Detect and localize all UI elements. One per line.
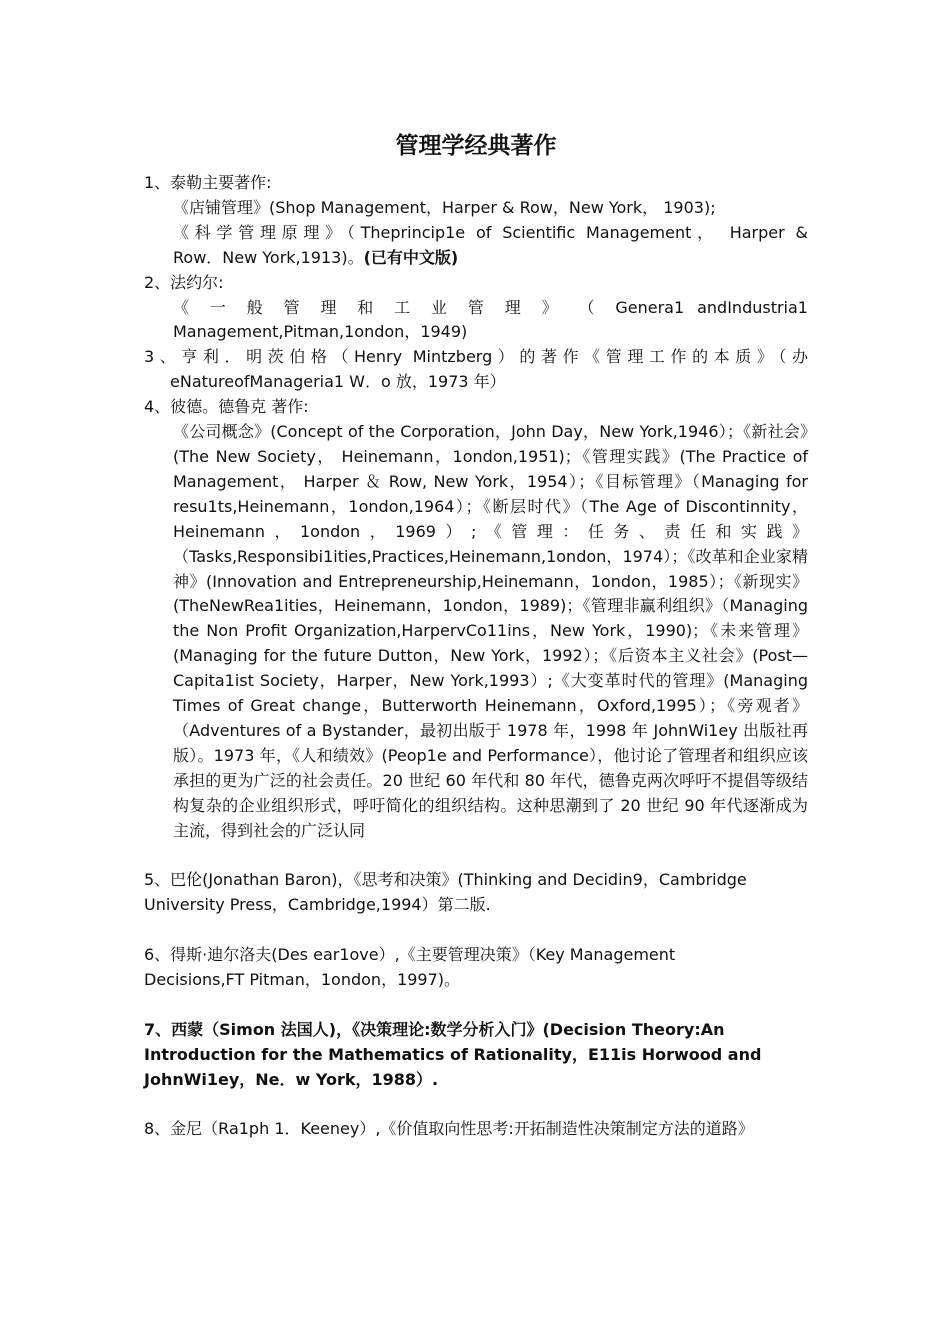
spacer	[144, 1092, 808, 1117]
document-title: 管理学经典著作	[395, 133, 557, 159]
item-7-line-3: JohnWi1ey，Ne．w York，1988）.	[144, 1069, 439, 1089]
item-1-chinese-edition-note: (已有中文版)	[363, 247, 459, 267]
item-2-heading: 2、法约尔:	[144, 272, 224, 292]
spacer	[144, 843, 808, 868]
item-2-line-1: 《 一 般 管 理 和 工 业 管 理 》 （ Genera1 andIndustria1	[173, 297, 808, 317]
item-2-line-2: Management,Pitman,1ondon，1949)	[173, 322, 468, 342]
item-8-line-1: 8、金尼（Ra1ph 1．Keeney）,《价值取向性思考:开拓制造性决策制定方法的道路》	[144, 1119, 754, 1139]
item-3-line-1: 3、亨利．明茨伯格（Henry Mintzberg）的著作《管理工作的本质》（办	[144, 347, 808, 367]
item-7-line-1: 7、西蒙（Simon 法国人)，《决策理论:数学分析入门》(Decision Theory:An	[144, 1019, 725, 1039]
item-1-line-3	[144, 246, 808, 271]
spacer	[144, 993, 808, 1018]
item-5-line-1: 5、巴伦(Jonathan Baron)，《思考和决策》(Thinking and Decidin9，Cambridge	[144, 870, 747, 890]
item-7-line-2: Introduction for the Mathematics of Rationality，E11is Horwood and	[144, 1044, 762, 1064]
item-5-line-2: University Press，Cambridge,1994）第二版.	[144, 895, 491, 915]
item-1-line-1: 《店铺管理》(Shop Management，Harper & Row，New York， 1903);	[173, 197, 716, 217]
item-4-body: 《公司概念》(Concept of the Corporation，John Day，New York,1946）；《新社会》(The New Society， Heinemann，1ondon,1951)；《管理实践》(The Practice of Management， Harper ＆ Row, New York，1954）；《目标管理》（Managing for resu1ts,Heinemann，1ondon,1964）；《断层时代》（The Age of Discontinnity， Heinemann，1ondon，1969）;《管理：任务、责任和实践》（Tasks,Responsibi1ities,Practices,Heinemann,1ondon，1974）；《改革和企业家精神》(Innovation and Entrepreneurship,Heinemann，1ondon，1985）；《新现实》(TheNewRea1ities，Heinemann，1ondon，1989)；《管理非赢利组织》（Managing the Non Profit Organization,HarpervCo11ins，New York，1990)；《未来管理》(Managing for the future Dutton，New York，1992）；《后资本主义社会》(Post—Capita1ist Society，Harper，New York,1993）;《大变革时代的管理》(Managing Times of Great change，Butterworth Heinemann，Oxford,1995）；《旁观者》（Adventures of a Bystander，最初出版于 1978 年，1998 年 JohnWi1ey 出版社再版）。1973 年，《人和绩效》(Peop1e and Performance），他讨论了管理者和组织应该承担的更为广泛的社会责任。20 世纪 60 年代和 80 年代，德鲁克两次呼吁不提倡等级结构复杂的企业组织形式，呼吁简化的组织结构。这种思潮到了 20 世纪 90 年代逐渐成为主流，得到社会的广泛认同	[173, 422, 808, 840]
item-1-line-2: 《科学管理原理》（Theprincip1e of Scientific Management， Harper &	[173, 222, 808, 242]
spacer	[144, 918, 808, 943]
item-3-line-2: eNatureofManageria1 W．o 放，1973 年）	[170, 372, 506, 392]
item-1-line-3-text: Row．New York,1913)。	[173, 247, 364, 267]
item-6-line-1: 6、得斯·迪尔洛夫(Des ear1ove）,《主要管理决策》（Key Management	[144, 945, 676, 965]
item-1-heading: 1、泰勒主要著作:	[144, 173, 272, 192]
document-page	[144, 128, 808, 1142]
item-6-line-2: Decisions,FT Pitman，1ondon，1997)。	[144, 969, 461, 989]
item-4-heading: 4、彼德。德鲁克 著作:	[144, 397, 309, 417]
